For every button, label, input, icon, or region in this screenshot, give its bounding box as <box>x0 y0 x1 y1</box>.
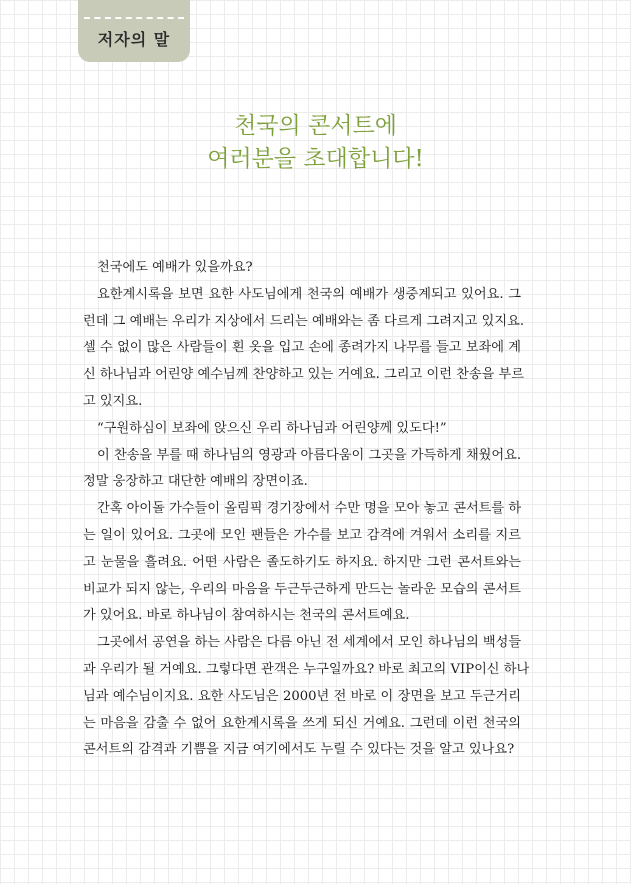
paragraph-line: 비교가 되지 않는, 우리의 마음을 두근두근하게 만드는 놀라운 모습의 콘서트 <box>83 581 521 597</box>
paragraph-line: 천국에도 예배가 있을까요? <box>97 260 253 275</box>
paragraph-line: 셀 수 없이 많은 사람들이 흰 옷을 입고 손에 종려가지 나무를 들고 보좌에 계 <box>83 340 521 356</box>
section-tab <box>78 0 190 62</box>
body-text <box>83 255 530 764</box>
paragraph-line: 는 마음을 감출 수 없어 요한계시록을 쓰게 되신 거예요. 그런데 이런 천국의 <box>83 715 521 731</box>
paragraph-line: 콘서트의 감격과 기쁨을 지금 여기에서도 누릴 수 있다는 것을 알고 있나요? <box>83 742 515 758</box>
paragraph-line: “구원하심이 보좌에 앉으신 우리 하나님과 어린양께 있도다!” <box>97 420 447 436</box>
page-title <box>0 110 631 176</box>
paragraph-line: 정말 웅장하고 대단한 예배의 장면이죠. <box>83 474 308 490</box>
tab-dashed-divider <box>84 17 184 19</box>
section-tab-label: 저자의 말 <box>97 30 171 49</box>
page-title-line-1: 천국의 콘서트에 <box>234 113 397 139</box>
paragraph-line: 고 있지요. <box>83 393 143 409</box>
paragraph-line: 그곳에서 공연을 하는 사람은 다름 아닌 전 세계에서 모인 하나님의 백성들 <box>97 635 522 651</box>
paragraph-line: 님과 예수님이지요. 요한 사도님은 2000년 전 바로 이 장면을 보고 두근거리 <box>83 688 521 704</box>
paragraph-line: 고 눈물을 흘려요. 어떤 사람은 졸도하기도 하지요. 하지만 그런 콘서트와는 <box>83 554 521 570</box>
paragraph-line: 런데 그 예배는 우리가 지상에서 드리는 예배와는 좀 다르게 그려지고 있지요. <box>83 313 525 329</box>
paragraph-line: 과 우리가 될 거예요. 그렇다면 관객은 누구일까요? 바로 최고의 VIP이신 하나 <box>83 661 530 677</box>
paragraph-line: 가 있어요. 바로 하나님이 참여하시는 천국의 콘서트예요. <box>83 608 410 624</box>
paragraph-line: 간혹 아이돌 가수들이 올림픽 경기장에서 수만 명을 모아 놓고 콘서트를 하 <box>97 501 522 517</box>
page-title-line-2: 여러분을 초대합니다! <box>207 146 424 172</box>
paragraph-line: 는 일이 있어요. 그곳에 모인 팬들은 가수를 보고 감격에 겨워서 소리를 지르 <box>83 527 521 543</box>
paragraph-line: 이 찬송을 부를 때 하나님의 영광과 아름다움이 그곳을 가득하게 채웠어요. <box>97 447 522 463</box>
paragraph-line: 요한계시록을 보면 요한 사도님에게 천국의 예배가 생중계되고 있어요. 그 <box>97 286 521 302</box>
paragraph-line: 신 하나님과 어린양 예수님께 찬양하고 있는 거예요. 그리고 이런 찬송을 부르 <box>83 367 525 383</box>
